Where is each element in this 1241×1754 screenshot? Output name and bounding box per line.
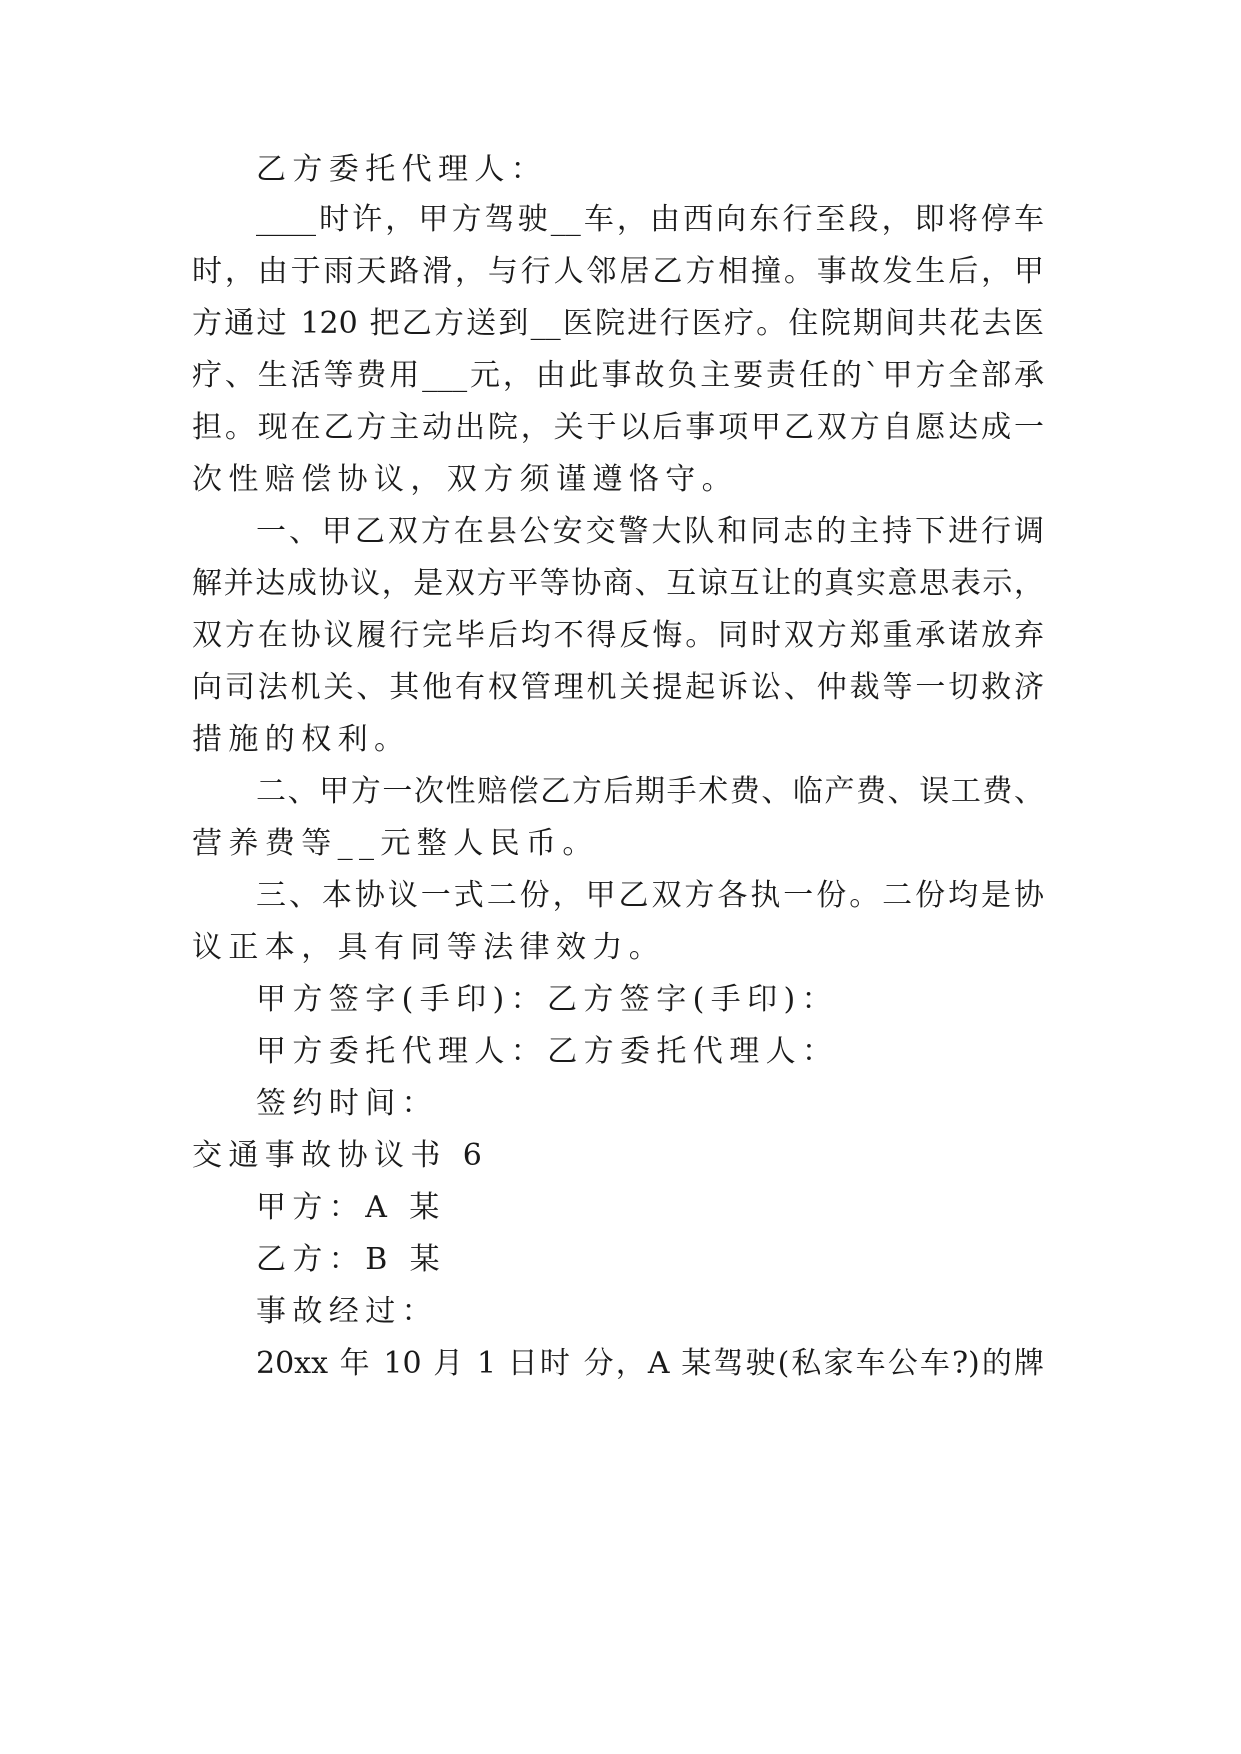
paragraph-line: 方通过 120 把乙方送到__医院进行医疗。住院期间共花去医 bbox=[192, 306, 1044, 341]
clause-3-line: 议正本，具有同等法律效力。 bbox=[192, 930, 666, 965]
clause-1-line: 双方在协议履行完毕后均不得反悔。同时双方郑重承诺放弃 bbox=[192, 618, 1044, 653]
clause-1-line: 解并达成协议，是双方平等协商、互谅互让的真实意思表示， bbox=[192, 566, 1044, 601]
clause-1-line: 一、甲乙双方在县公安交警大队和同志的主持下进行调 bbox=[256, 514, 1044, 549]
clause-3-line: 三、本协议一式二份，甲乙双方各执一份。二份均是协 bbox=[256, 878, 1044, 913]
party-a-line: 甲方：A 某 bbox=[256, 1190, 446, 1225]
proxy-b-label: 乙方委托代理人： bbox=[256, 152, 548, 187]
paragraph-line: 担。现在乙方主动出院，关于以后事项甲乙双方自愿达成一 bbox=[192, 410, 1044, 445]
clause-1-line: 向司法机关、其他有权管理机关提起诉讼、仲裁等一切救济 bbox=[192, 670, 1044, 705]
paragraph-line: 疗、生活等费用___元，由此事故负主要责任的`甲方全部承 bbox=[192, 358, 1044, 393]
clause-1-line: 措施的权利。 bbox=[192, 722, 411, 757]
paragraph-line: 次性赔偿协议，双方须谨遵恪守。 bbox=[192, 462, 738, 497]
clause-2-line: 营养费等__元整人民币。 bbox=[192, 826, 599, 861]
proxy-signature-line: 甲方委托代理人：乙方委托代理人： bbox=[256, 1034, 839, 1069]
section-title: 交通事故协议书 6 bbox=[192, 1138, 489, 1173]
clause-2-line: 二、甲方一次性赔偿乙方后期手术费、临产费、误工费、 bbox=[256, 774, 1044, 809]
paragraph-line: 时，由于雨天路滑，与行人邻居乙方相撞。事故发生后，甲 bbox=[192, 254, 1044, 289]
party-b-line: 乙方：B 某 bbox=[256, 1242, 446, 1277]
signing-date-label: 签约时间： bbox=[256, 1086, 438, 1121]
accident-description-line: 20xx 年 10 月 1 日时 分，A 某驾驶(私家车公车?)的牌 bbox=[256, 1346, 1044, 1381]
accident-process-label: 事故经过： bbox=[256, 1294, 438, 1329]
signature-line: 甲方签字(手印)：乙方签字(手印)： bbox=[256, 982, 839, 1017]
paragraph-line: ____时许，甲方驾驶__车，由西向东行至段，即将停车 bbox=[256, 202, 1044, 237]
